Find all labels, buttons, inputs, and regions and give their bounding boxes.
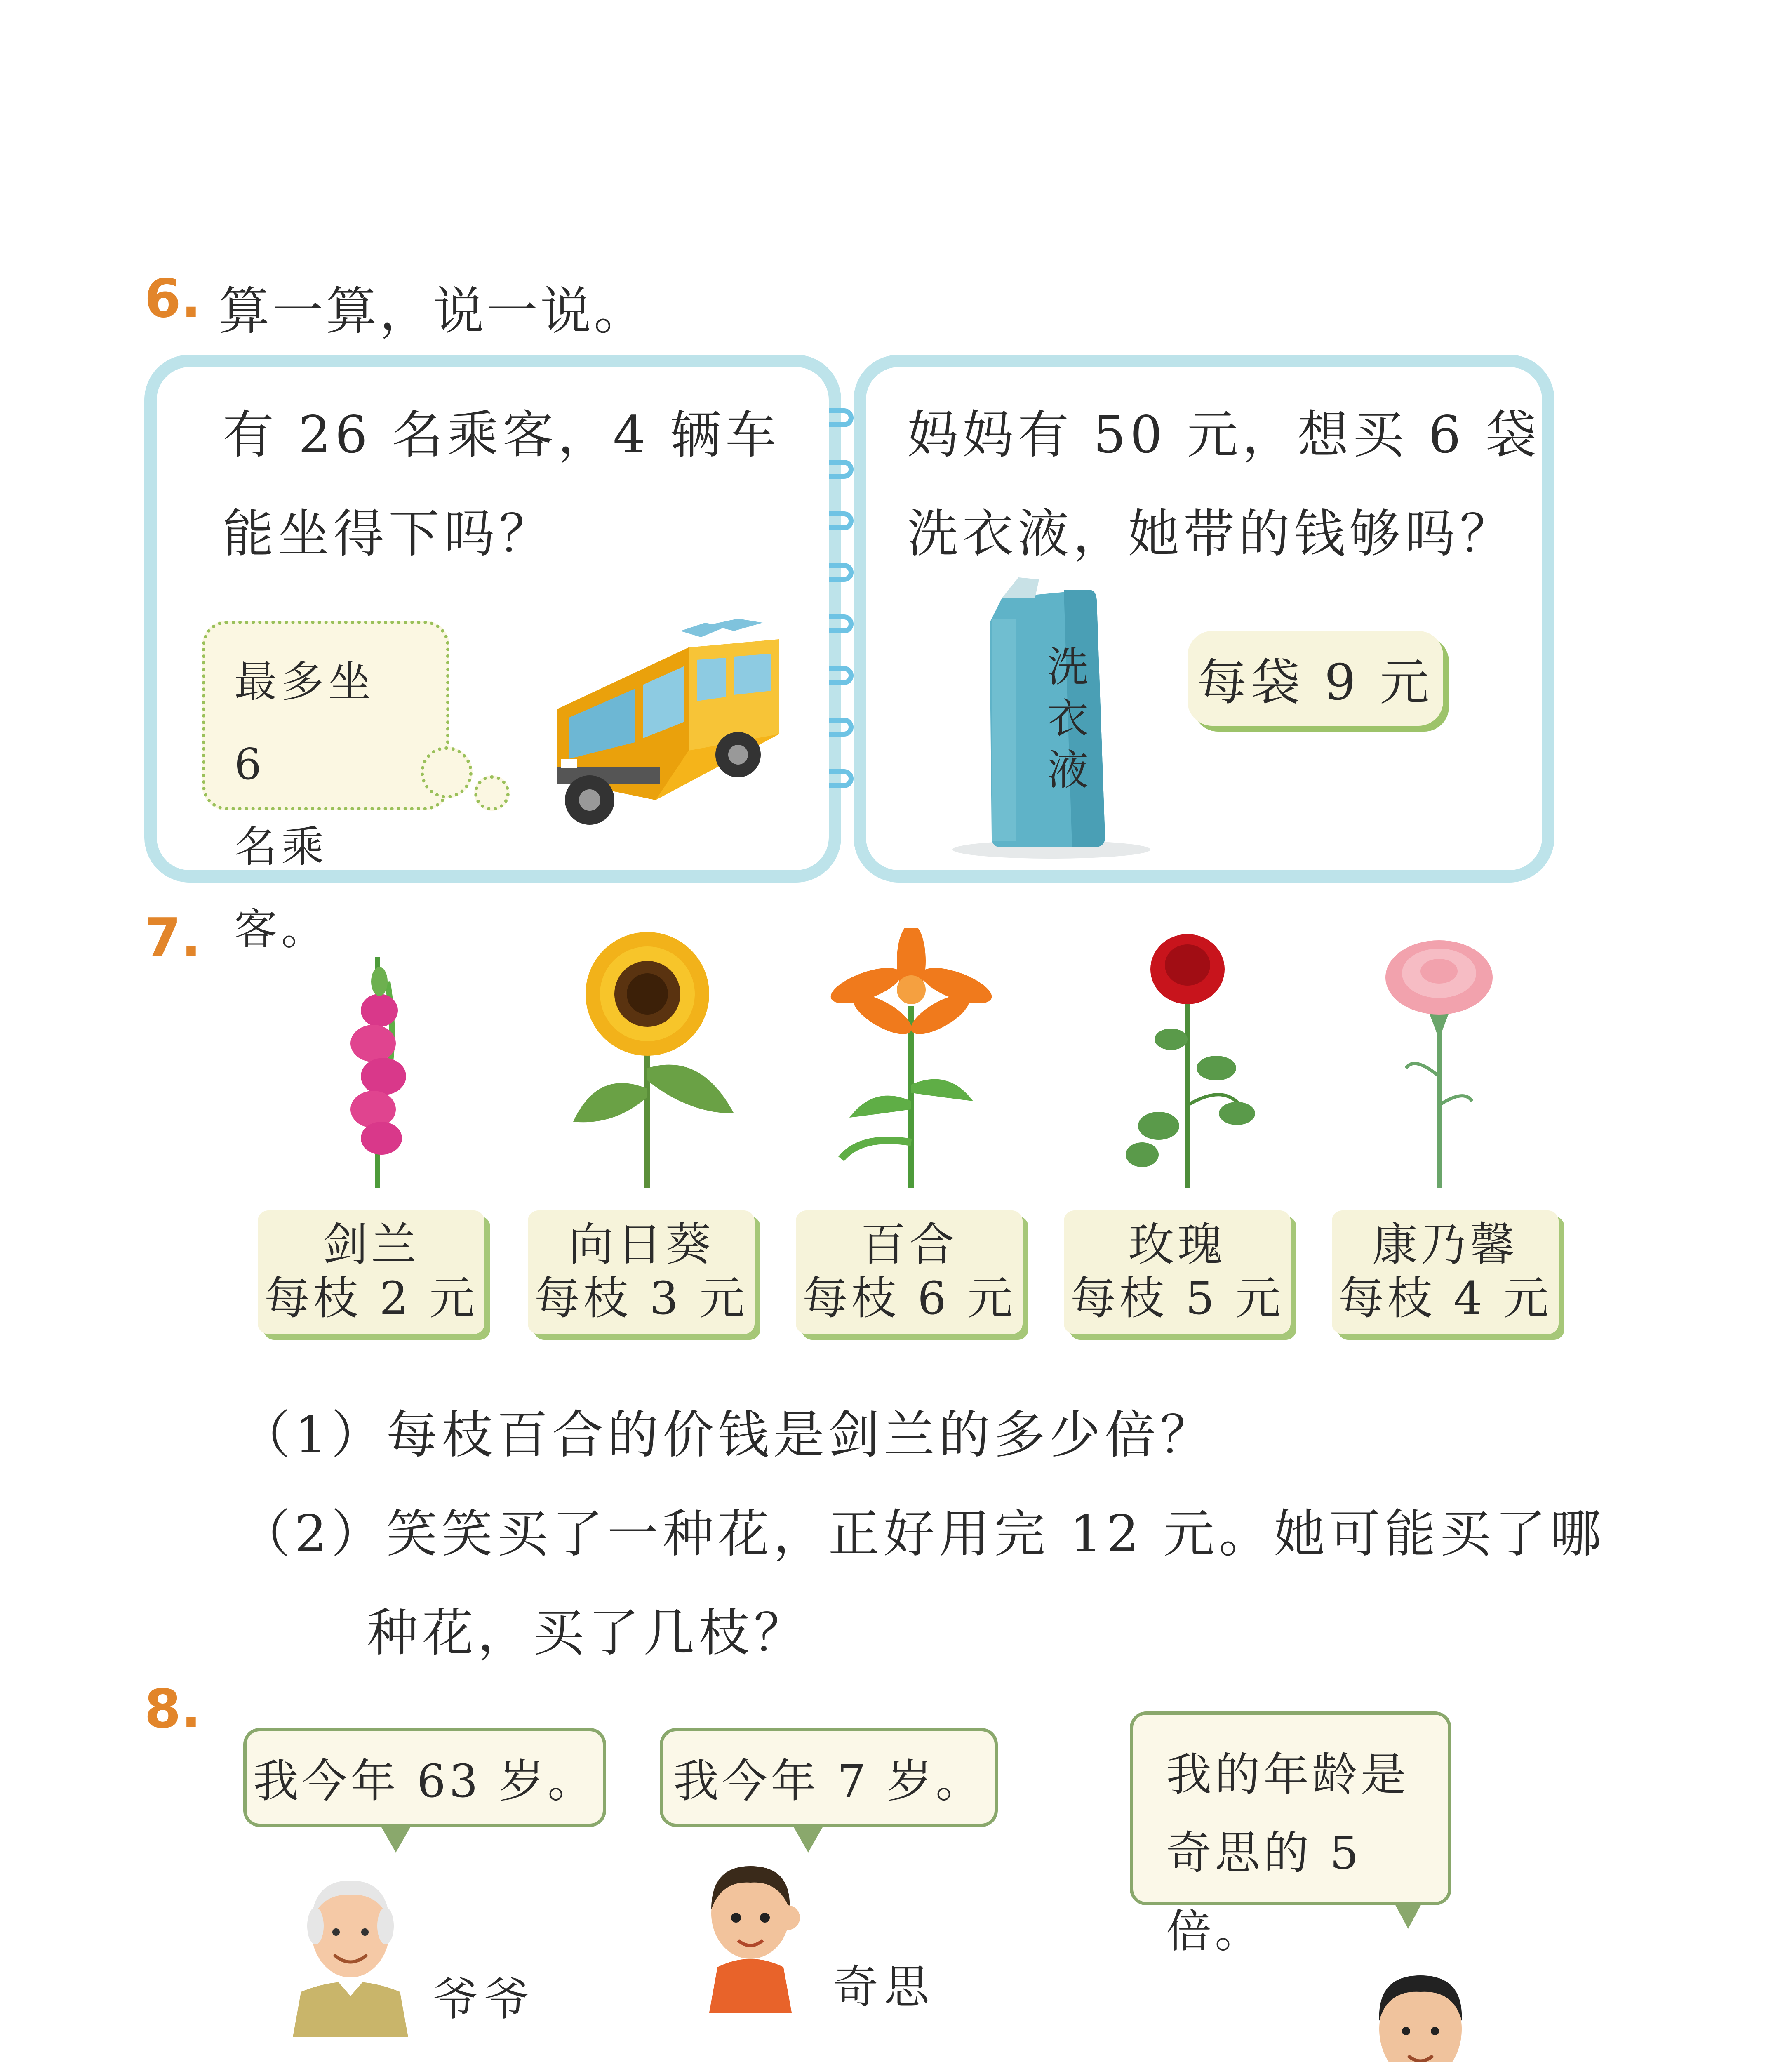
- bag-label-char-2: 衣: [1047, 694, 1089, 743]
- flower-name: 康乃馨: [1372, 1218, 1518, 1271]
- thought-dot-large: [421, 746, 473, 798]
- question-6-number: 6.: [144, 268, 201, 330]
- qisi-name: 奇思: [833, 1961, 935, 2013]
- hint-line-1: 最多坐 6: [234, 657, 376, 789]
- thought-dot-small: [474, 775, 510, 811]
- flower-name: 玫瑰: [1129, 1218, 1226, 1271]
- hint-line-2: 名乘客。: [234, 822, 329, 954]
- flower-price: 每枝 3 元: [534, 1272, 748, 1325]
- question-6-title: 算一算，说一说。: [219, 282, 648, 341]
- question-6-right-line-1: 妈妈有 50 元，想买 6 袋: [907, 405, 1541, 465]
- question-7-number: 7.: [144, 907, 201, 969]
- hint-thought-bubble: [202, 621, 449, 954]
- dad-speech-line-1: 我的年龄是: [1166, 1748, 1409, 1801]
- minibus-icon: [532, 586, 796, 833]
- dad-speech-line-2: 奇思的 5 倍。: [1166, 1827, 1362, 1958]
- grandpa-speech-bubble: [243, 1728, 606, 1827]
- question-6-left-line-1: 有 26 名乘客，4 辆车: [223, 405, 781, 465]
- qisi-speech-bubble: [660, 1728, 998, 1827]
- speech-tail: [1394, 1902, 1423, 1929]
- carnation-icon: [1373, 932, 1505, 1188]
- flower-price: 每枝 5 元: [1070, 1272, 1284, 1325]
- flower-price-card-rose: [1064, 1210, 1291, 1334]
- qisi-avatar: [693, 1848, 808, 2013]
- grandpa-speech-text: 我今年 63 岁。: [253, 1755, 596, 1808]
- flower-price-card-carnation: [1332, 1210, 1559, 1334]
- flower-price: 每枝 2 元: [264, 1272, 478, 1325]
- dad-avatar: [1352, 1947, 1489, 2062]
- flower-name: 百合: [861, 1218, 958, 1271]
- bag-label-char-3: 液: [1047, 746, 1089, 794]
- question-7-part-2: （2）笑笑买了一种花，正好用完 12 元。她可能买了哪: [239, 1504, 1606, 1564]
- grandpa-avatar: [285, 1856, 416, 2037]
- detergent-price-tag: 每袋 9 元: [1188, 631, 1443, 726]
- flower-name: 剑兰: [322, 1218, 420, 1271]
- grandpa-name: 爷爷: [433, 1973, 535, 2026]
- sunflower-icon: [553, 932, 750, 1188]
- question-7-part-2-continued: 种花，买了几枝？: [367, 1603, 809, 1663]
- lily-icon: [825, 928, 998, 1188]
- qisi-speech-text: 我今年 7 岁。: [673, 1755, 984, 1808]
- gladiolus-icon: [338, 940, 416, 1188]
- flower-price: 每枝 6 元: [802, 1272, 1016, 1325]
- speech-tail: [379, 1824, 412, 1853]
- detergent-bag-icon: [940, 573, 1163, 862]
- flower-price-card-sunflower: [528, 1210, 755, 1334]
- question-7-part-1: （1）每枝百合的价钱是剑兰的多少倍？: [239, 1405, 1215, 1465]
- flower-name: 向日葵: [568, 1218, 714, 1271]
- rose-icon: [1105, 932, 1270, 1188]
- flower-price-card-gladiolus: [258, 1210, 484, 1334]
- flower-price: 每枝 4 元: [1338, 1272, 1552, 1325]
- flower-price-card-lily: [796, 1210, 1023, 1334]
- question-8-number: 8.: [144, 1678, 201, 1740]
- question-6-right-line-2: 洗衣液，她带的钱够吗？: [907, 504, 1515, 564]
- question-6-left-line-2: 能坐得下吗？: [223, 504, 555, 564]
- dad-speech-bubble: [1130, 1711, 1451, 1958]
- bag-label-char-1: 洗: [1047, 643, 1089, 691]
